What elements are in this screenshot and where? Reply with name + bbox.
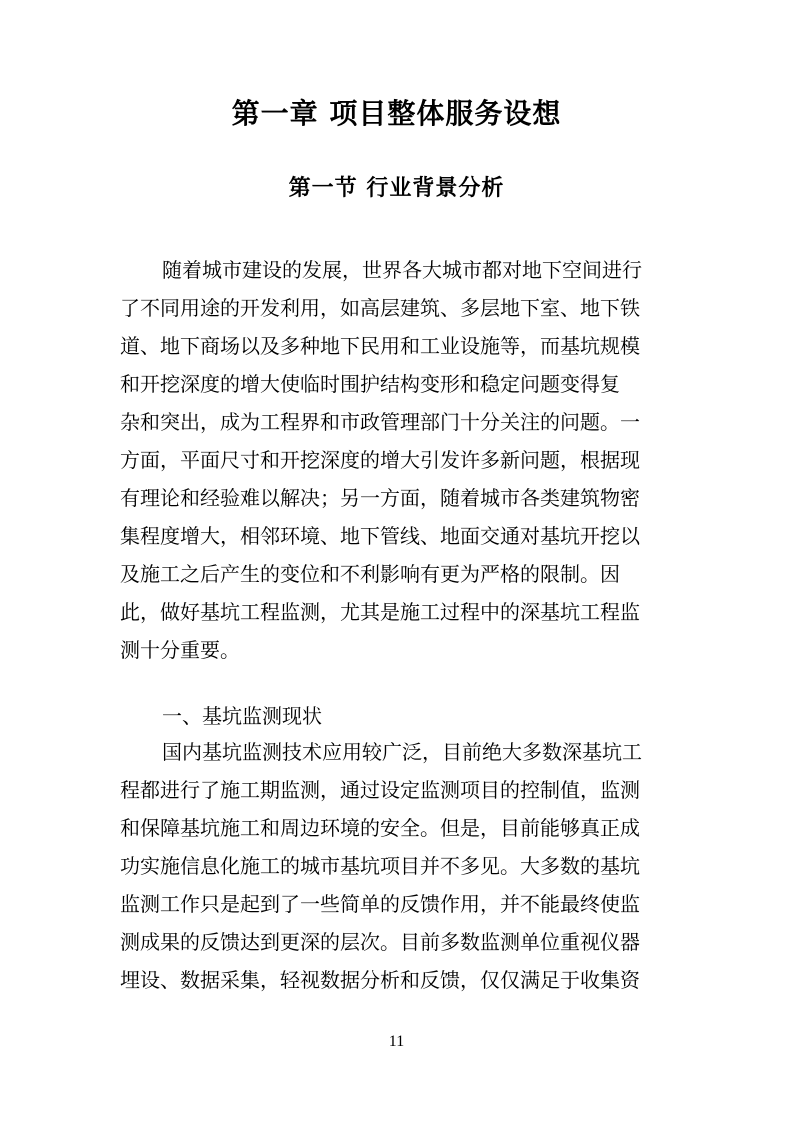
paragraph-line: 和开挖深度的增大使临时围护结构变形和稳定问题变得复 [120, 372, 620, 396]
paragraph-line: 测十分重要。 [120, 638, 240, 662]
paragraph-line: 方面，平面尺寸和开挖深度的增大引发许多新问题，根据现 [120, 448, 640, 472]
paragraph-line: 监测工作只是起到了一些简单的反馈作用，并不能最终使监 [120, 892, 640, 916]
paragraph-line: 了不同用途的开发利用，如高层建筑、多层地下室、地下铁 [120, 296, 640, 320]
paragraph-line: 道、地下商场以及多种地下民用和工业设施等，而基坑规模 [120, 334, 640, 358]
paragraph-line: 杂和突出，成为工程界和市政管理部门十分关注的问题。一 [120, 410, 640, 434]
paragraph-line: 随着城市建设的发展，世界各大城市都对地下空间进行 [162, 258, 642, 282]
paragraph-line: 和保障基坑施工和周边环境的安全。但是，目前能够真正成 [120, 816, 640, 840]
paragraph-line: 国内基坑监测技术应用较广泛，目前绝大多数深基坑工 [162, 740, 642, 764]
page-number: 11 [388, 1033, 405, 1050]
paragraph-line: 此，做好基坑工程监测，尤其是施工过程中的深基坑工程监 [120, 600, 640, 624]
chapter-title: 第一章 项目整体服务设想 [231, 97, 562, 130]
section-title: 第一节 行业背景分析 [288, 176, 505, 201]
paragraph-line: 及施工之后产生的变位和不利影响有更为严格的限制。因 [120, 562, 620, 586]
paragraph-line: 集程度增大，相邻环境、地下管线、地面交通对基坑开挖以 [120, 524, 640, 548]
paragraph-line: 埋设、数据采集，轻视数据分析和反馈，仅仅满足于收集资 [120, 968, 640, 992]
subheading-monitoring-status [120, 697, 676, 735]
paragraph-line: 程都进行了施工期监测，通过设定监测项目的控制值，监测 [120, 778, 640, 802]
paragraph-line: 测成果的反馈达到更深的层次。目前多数监测单位重视仪器 [120, 930, 640, 954]
paragraph-line: 功实施信息化施工的城市基坑项目并不多见。大多数的基坑 [120, 854, 640, 878]
paragraph-line: 有理论和经验难以解决；另一方面，随着城市各类建筑物密 [120, 486, 640, 510]
subheading-text: 一、基坑监测现状 [162, 704, 322, 728]
paragraph-industry-background [120, 251, 676, 669]
paragraph-monitoring-status [120, 733, 676, 999]
